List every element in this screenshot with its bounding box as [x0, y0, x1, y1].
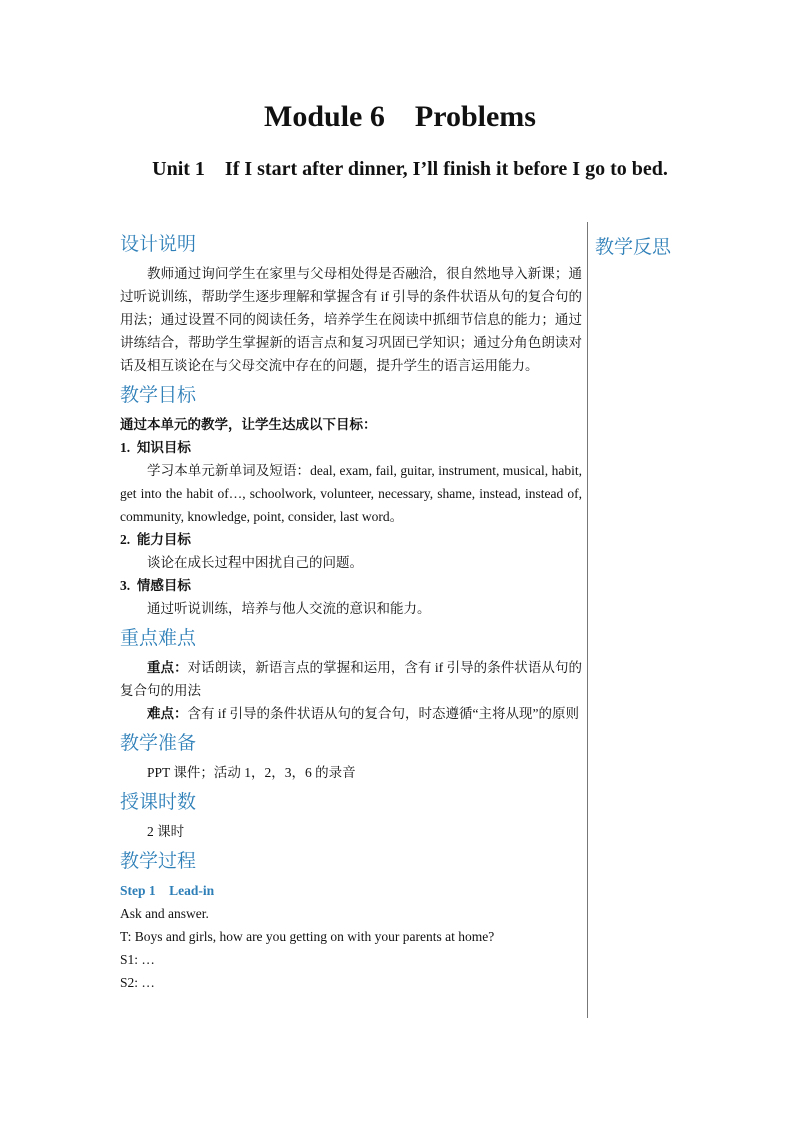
key-points-section — [120, 626, 582, 725]
step-title: Step 1 Lead-in — [120, 883, 215, 898]
prep-heading: 教学准备 — [120, 732, 197, 754]
page-subtitle: Unit 1 If I start after dinner, I’ll finish it before I go to bed. — [152, 158, 668, 180]
design-text: 教师通过询问学生在家里与父母相处得是否融洽，很自然地导入新课；通过听说训练，帮助学生逐步理解和掌握含有 if 引导的条件状语从句的复合句的用法；通过设置不同的阅读任务，培养学生在阅读中抓细节信息的能力；通过讲练结合，帮助学生掌握新的语言点和复习巩固已学知识；通过分角色朗读对话及相互谈论在与父母交流中存在的问题，提升学生的语言运用能力。 — [120, 266, 582, 373]
difficulty-text: 含有 if 引导的条件状语从句的复合句，时态遵循“主将从现”的原则 — [187, 706, 579, 721]
emotion-goal-title: 3. 情感目标 — [120, 578, 191, 593]
focus-text: 对话朗读，新语言点的掌握和运用，含有 if 引导的条件状语从句的复合句的用法 — [120, 660, 582, 698]
emotion-goal-text: 通过听说训练，培养与他人交流的意识和能力。 — [147, 601, 431, 616]
ability-goal-title: 2. 能力目标 — [120, 532, 191, 547]
process-heading: 教学过程 — [120, 850, 197, 872]
main-column — [120, 230, 582, 1000]
design-section — [120, 232, 582, 377]
column-divider — [587, 222, 588, 1018]
hours-section — [120, 790, 582, 843]
difficulty-line — [120, 702, 582, 725]
process-section — [120, 849, 582, 994]
ability-goal-text: 谈论在成长过程中困扰自己的问题。 — [147, 555, 363, 570]
goals-intro: 通过本单元的教学，让学生达成以下目标： — [120, 417, 377, 432]
process-line: Ask and answer. — [120, 906, 209, 921]
process-line: S2: … — [120, 975, 155, 990]
page-title: Module 6 Problems — [264, 100, 536, 133]
focus-line — [120, 656, 582, 702]
prep-section — [120, 731, 582, 784]
hours-text: 2 课时 — [147, 824, 185, 839]
goals-heading: 教学目标 — [120, 384, 197, 406]
process-line: S1: … — [120, 952, 155, 967]
hours-heading: 授课时数 — [120, 791, 197, 813]
design-heading: 设计说明 — [120, 233, 197, 255]
knowledge-goal-title: 1. 知识目标 — [120, 440, 191, 455]
process-line: T: Boys and girls, how are you getting on with your parents at home? — [120, 929, 495, 944]
goals-section — [120, 383, 582, 620]
reflection-heading: 教学反思 — [595, 236, 672, 258]
key-points-heading: 重点难点 — [120, 627, 197, 649]
knowledge-goal-text: 学习本单元新单词及短语：deal, exam, fail, guitar, instrument, musical, habit, get into the habit of…, schoolwork, volunteer, necessary, shame, instead, instead of, community, knowledge, point, consider, last word。 — [120, 463, 582, 524]
prep-text: PPT 课件；活动 1，2，3，6 的录音 — [147, 765, 356, 780]
focus-label: 重点： — [147, 660, 188, 675]
difficulty-label: 难点： — [147, 706, 188, 721]
